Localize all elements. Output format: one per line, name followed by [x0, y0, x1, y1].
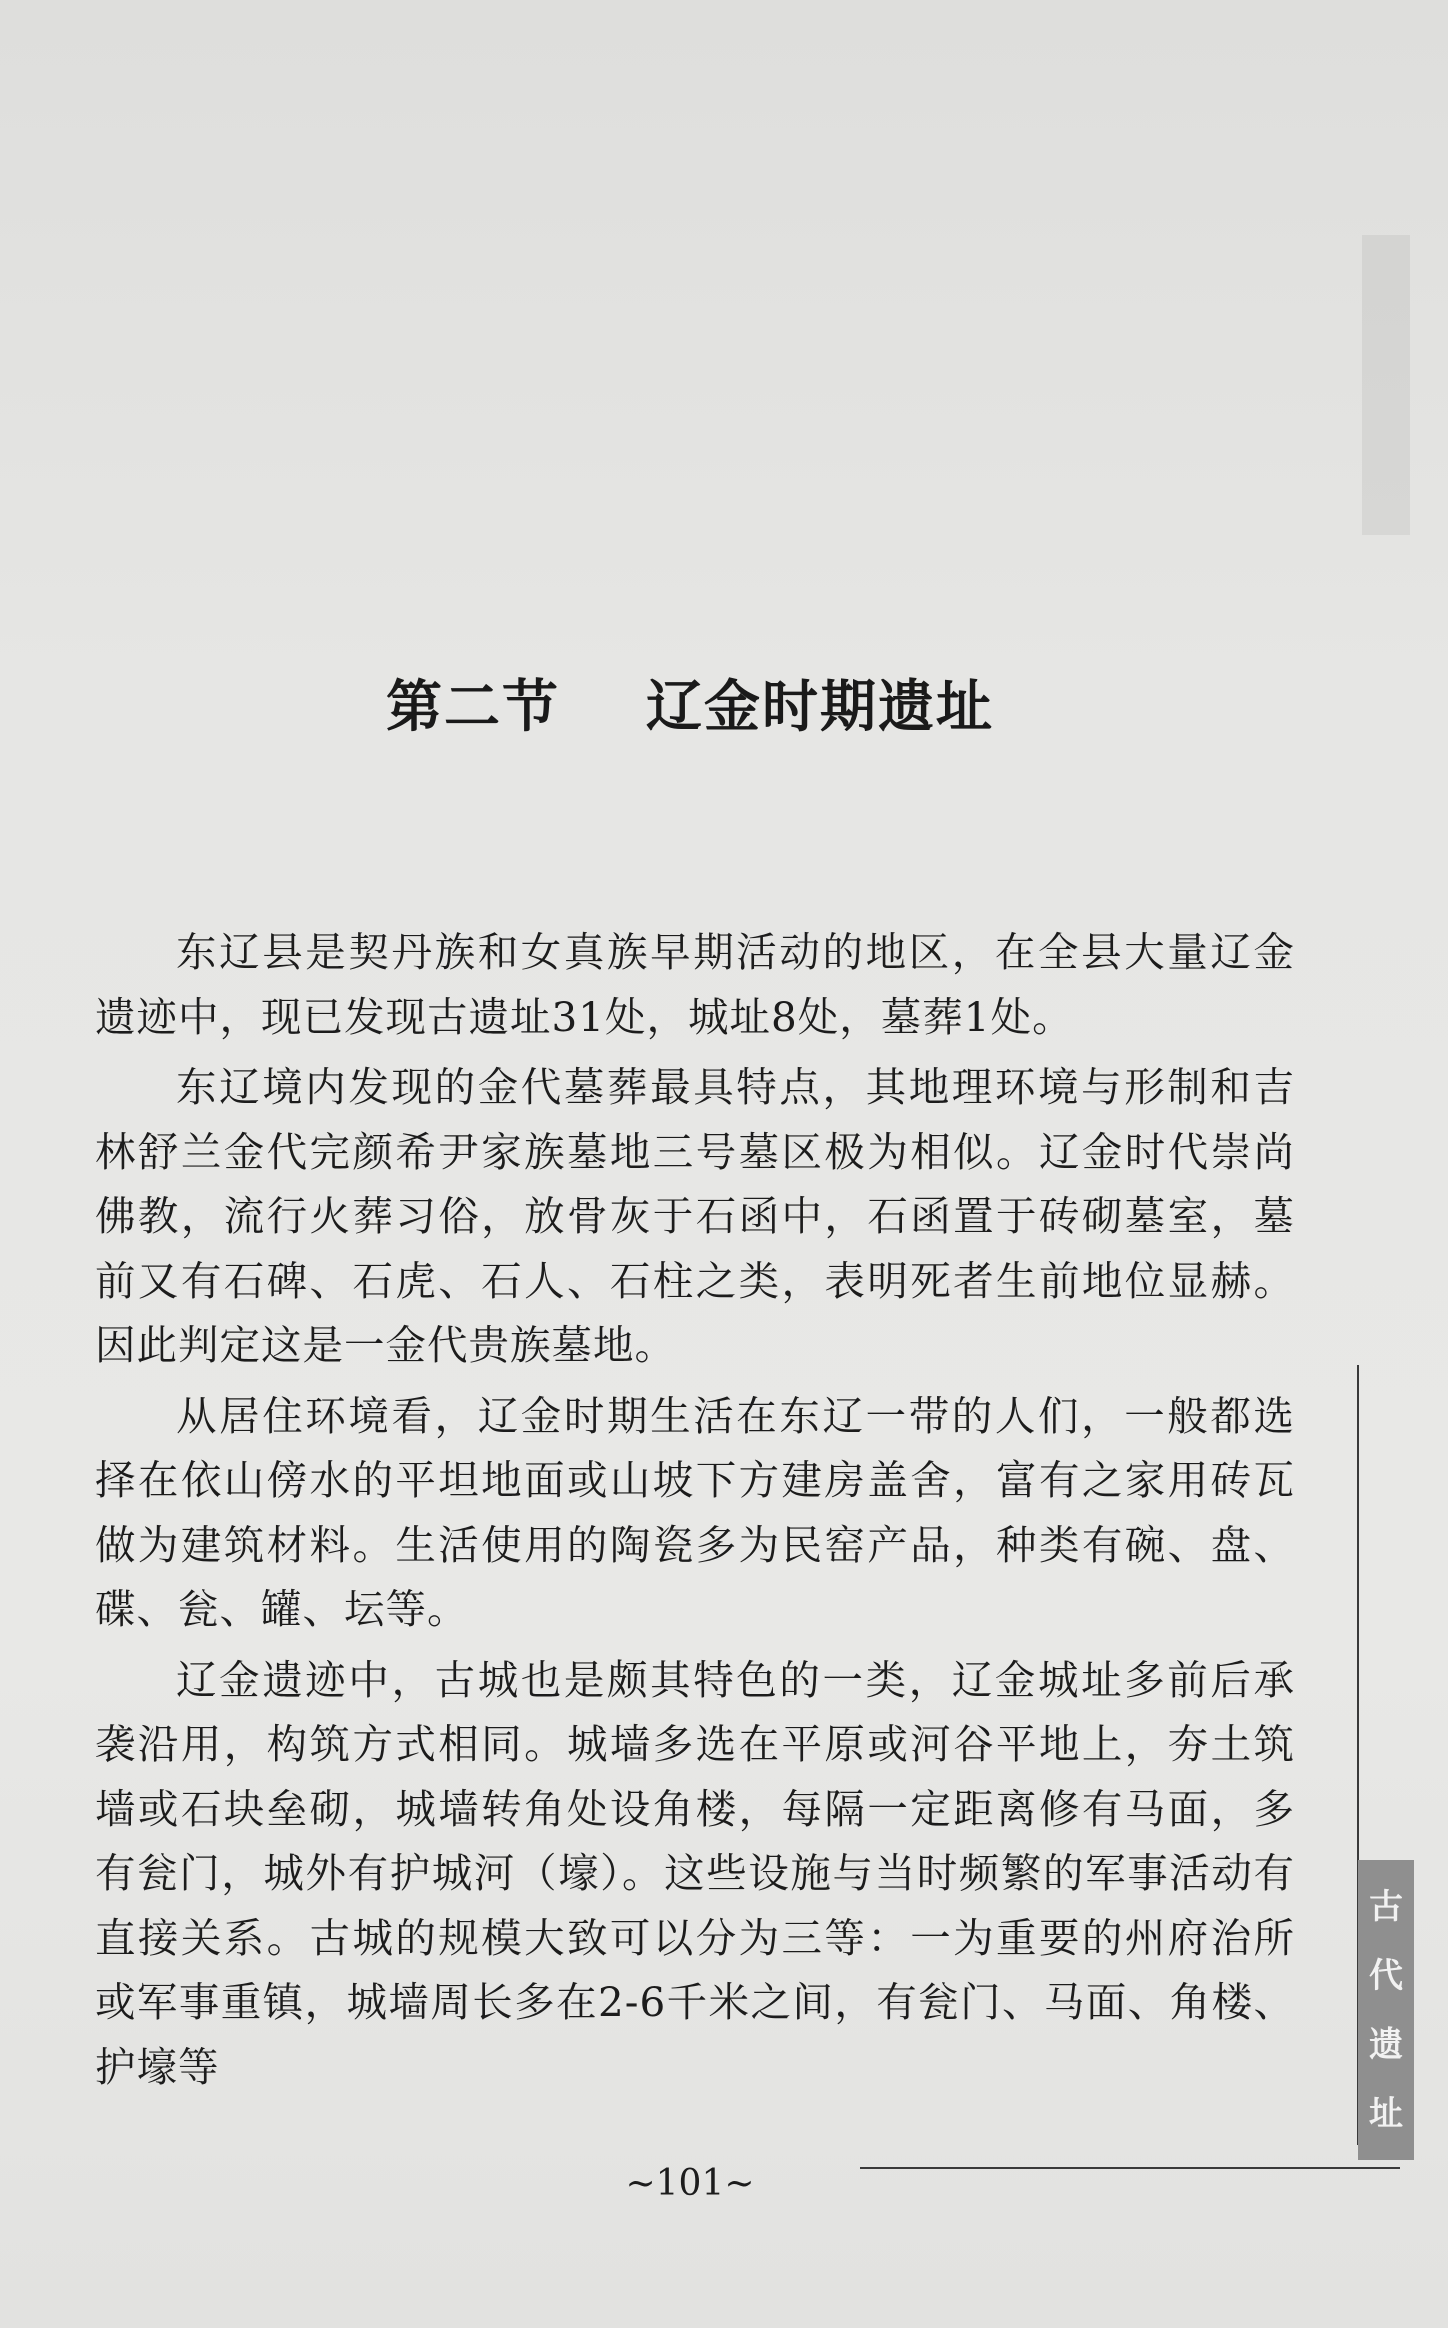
paragraph-1: 东辽县是契丹族和女真族早期活动的地区，在全县大量辽金遗迹中，现已发现古遗址31处，城址8处，墓葬1处。	[95, 928, 1295, 1041]
bleed-through-tab	[1362, 235, 1410, 535]
side-tab-char-2: 代	[1369, 1955, 1403, 1996]
paragraph-4: 辽金遗迹中，古城也是颇其特色的一类，辽金城址多前后承袭沿用，构筑方式相同。城墙多选在平原或河谷平地上，夯土筑墙或石块垒砌，城墙转角处设角楼，每隔一定距离修有马面，多有瓮门，城外有护城河（壕）。这些设施与当时频繁的军事活动有直接关系。古城的规模大致可以分为三等：一为重要的州府治所或军事重镇，城墙周长多在2-6千米之间，有瓮门、马面、角楼、护壕等	[95, 1655, 1295, 2091]
paragraph-3: 从居住环境看，辽金时期生活在东辽一带的人们，一般都选择在依山傍水的平坦地面或山坡下方建房盖舍，富有之家用砖瓦做为建筑材料。生活使用的陶瓷多为民窑产品，种类有碗、盘、碟、瓮、罐、坛等。	[95, 1391, 1295, 1633]
body-text	[95, 920, 1295, 2105]
section-title: 第二节 辽金时期遗址	[386, 674, 994, 740]
paragraph-2: 东辽境内发现的金代墓葬最具特点，其地理环境与形制和吉林舒兰金代完颜希尹家族墓地三号墓区极为相似。辽金时代崇尚佛教，流行火葬习俗，放骨灰于石函中，石函置于砖砌墓室，墓前又有石碑、石虎、石人、石柱之类，表明死者生前地位显赫。因此判定这是一金代贵族墓地。	[95, 1063, 1295, 1369]
side-tab-char-3: 遗	[1369, 2024, 1403, 2065]
side-tab-char-1: 古	[1369, 1886, 1403, 1927]
chapter-thumb-tab	[1358, 1860, 1414, 2160]
page-number: ~101~	[625, 2163, 755, 2204]
side-tab-char-4: 址	[1369, 2093, 1403, 2134]
